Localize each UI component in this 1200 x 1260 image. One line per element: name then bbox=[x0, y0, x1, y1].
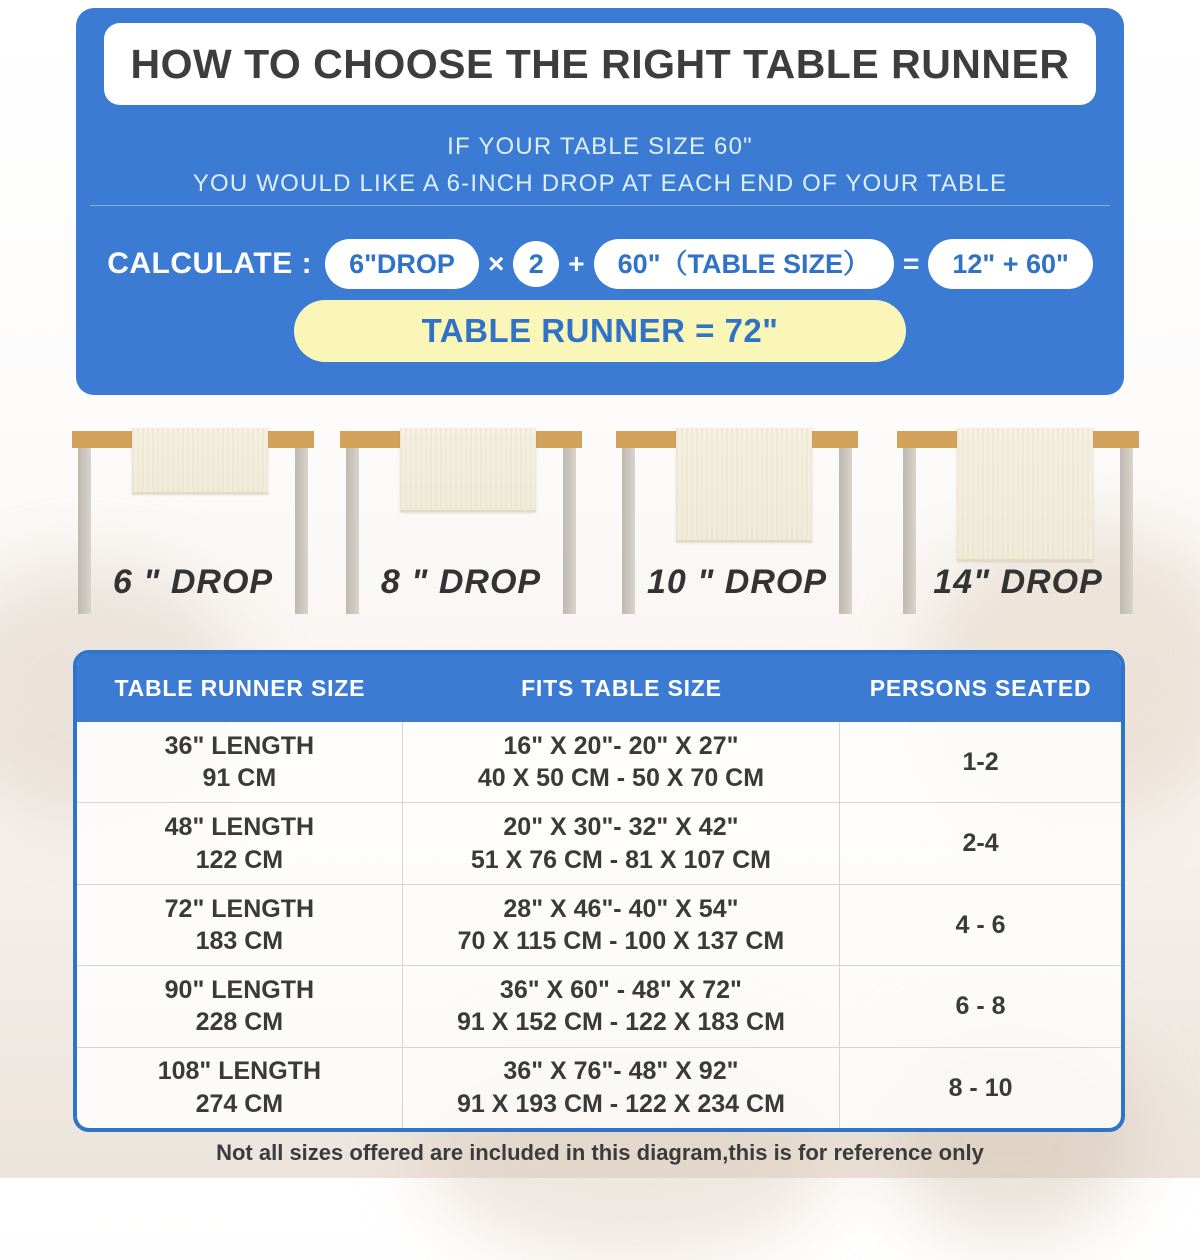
banner-divider bbox=[90, 205, 1110, 206]
table-runner-result-pill: TABLE RUNNER = 72" bbox=[294, 300, 906, 362]
runner-size-in: 90" LENGTH bbox=[164, 975, 315, 1004]
runner-size-cm: 274 CM bbox=[195, 1089, 284, 1118]
runner-size-in: 48" LENGTH bbox=[164, 813, 315, 842]
calculation-formula bbox=[76, 238, 1124, 290]
runner-cloth bbox=[957, 428, 1093, 561]
table-row bbox=[77, 1047, 1121, 1128]
table-row bbox=[77, 884, 1121, 965]
table-figure-8-drop bbox=[340, 425, 582, 625]
equals-operator: = bbox=[903, 248, 920, 279]
fits-size-in: 16" X 20"- 20" X 27" bbox=[503, 731, 739, 760]
table-figure-14-drop bbox=[897, 425, 1139, 625]
drop-pill: 6"DROP bbox=[325, 239, 479, 289]
multiplier-circle: 2 bbox=[513, 241, 559, 287]
fits-size-cm: 51 X 76 CM - 81 X 107 CM bbox=[470, 845, 771, 874]
table-figure-6-drop bbox=[72, 425, 314, 625]
title-box bbox=[104, 23, 1096, 105]
runner-cloth bbox=[400, 428, 536, 512]
table-row bbox=[77, 722, 1121, 802]
runner-size-cm: 183 CM bbox=[195, 927, 284, 956]
instruction-banner bbox=[76, 8, 1124, 395]
times-operator: × bbox=[487, 248, 505, 279]
runner-size-cm: 91 CM bbox=[202, 764, 277, 793]
page-title: HOW TO CHOOSE THE RIGHT TABLE RUNNER bbox=[130, 40, 1070, 87]
subtitle-line-1: IF YOUR TABLE SIZE 60" bbox=[447, 133, 753, 160]
fits-size-cm: 70 X 115 CM - 100 X 137 CM bbox=[457, 927, 785, 956]
runner-size-in: 108" LENGTH bbox=[157, 1057, 321, 1086]
drop-label-14: 14" DROP bbox=[933, 563, 1103, 601]
subtitle-line-2: YOU WOULD LIKE A 6-INCH DROP AT EACH END OF YOUR TABLE bbox=[192, 170, 1008, 197]
fits-size-cm: 40 X 50 CM - 50 X 70 CM bbox=[477, 764, 765, 793]
sum-pill: 12" + 60" bbox=[928, 239, 1092, 289]
runner-cloth bbox=[676, 428, 812, 542]
persons-seated: 4 - 6 bbox=[955, 910, 1006, 939]
fits-size-cm: 91 X 193 CM - 122 X 234 CM bbox=[456, 1089, 785, 1118]
drop-label-6: 6 " DROP bbox=[112, 563, 274, 601]
fits-size-in: 20" X 30"- 32" X 42" bbox=[503, 813, 739, 842]
persons-seated: 6 - 8 bbox=[955, 992, 1006, 1021]
table-figure-10-drop bbox=[616, 425, 858, 625]
runner-size-in: 36" LENGTH bbox=[164, 731, 315, 760]
drop-label-10: 10 " DROP bbox=[646, 563, 828, 601]
table-size-pill: 60"（TABLE SIZE） bbox=[594, 239, 894, 289]
size-chart-header bbox=[77, 654, 1121, 722]
reference-note: Not all sizes offered are included in this diagram,this is for reference only bbox=[216, 1140, 984, 1165]
fits-size-cm: 91 X 152 CM - 122 X 183 CM bbox=[456, 1008, 785, 1037]
drop-label-8: 8 " DROP bbox=[380, 563, 542, 601]
calculate-label: CALCULATE : bbox=[107, 247, 313, 280]
table-row bbox=[77, 802, 1121, 883]
plus-operator: + bbox=[568, 248, 585, 279]
runner-cloth bbox=[132, 428, 268, 494]
persons-seated: 8 - 10 bbox=[948, 1073, 1013, 1102]
size-chart-table bbox=[73, 650, 1125, 1132]
fits-size-in: 28" X 46"- 40" X 54" bbox=[503, 894, 739, 923]
persons-seated: 2-4 bbox=[962, 829, 999, 858]
drop-illustrations bbox=[0, 425, 1200, 625]
size-chart-body bbox=[77, 722, 1121, 1128]
header-persons-seated: PERSONS SEATED bbox=[869, 674, 1092, 701]
runner-size-in: 72" LENGTH bbox=[164, 894, 315, 923]
runner-size-cm: 122 CM bbox=[195, 845, 284, 874]
fits-size-in: 36" X 60" - 48" X 72" bbox=[499, 975, 742, 1004]
fits-size-in: 36" X 76"- 48" X 92" bbox=[503, 1057, 739, 1086]
header-fits-table-size: FITS TABLE SIZE bbox=[521, 674, 722, 701]
table-row bbox=[77, 965, 1121, 1046]
persons-seated: 1-2 bbox=[962, 747, 999, 776]
runner-size-cm: 228 CM bbox=[195, 1008, 284, 1037]
header-runner-size: TABLE RUNNER SIZE bbox=[114, 674, 366, 701]
